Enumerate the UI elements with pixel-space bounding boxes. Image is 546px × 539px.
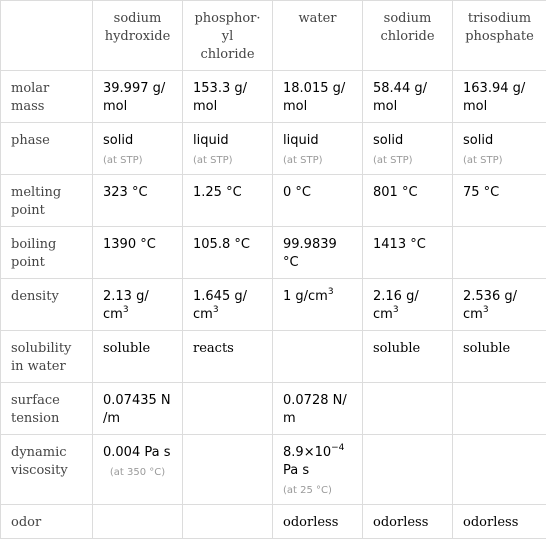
row-label-molar-mass: molar mass (1, 71, 93, 123)
boiling-point-water: 99.9839 °C (273, 227, 363, 279)
condition-note: (at 350 °C) (103, 466, 172, 480)
molar-mass-sodium-hydroxide: 39.997 g/ mol (93, 71, 183, 123)
col-header-trisodium-phosphate: trisodium phosphate (453, 1, 546, 71)
row-solubility (1, 331, 546, 383)
density-trisodium-phosphate: 2.536 g/ $cm^3$ (453, 279, 546, 331)
row-molar-mass (1, 71, 546, 123)
odor-sodium-chloride: odorless (363, 505, 453, 539)
condition-note: (at STP) (103, 154, 172, 168)
surface-tension-sodium-hydroxide: 0.07435 N /m (93, 383, 183, 435)
odor-trisodium-phosphate: odorless (453, 505, 546, 539)
boiling-point-phosphoryl-chloride: 105.8 °C (183, 227, 273, 279)
solubility-sodium-hydroxide: soluble (93, 331, 183, 383)
molar-mass-water: 18.015 g/ mol (273, 71, 363, 123)
row-odor (1, 505, 546, 539)
condition-note: (at STP) (463, 154, 536, 168)
col-header-sodium-chloride: sodium chloride (363, 1, 453, 71)
row-label-melting-point: melting point (1, 175, 93, 227)
molar-mass-phosphoryl-chloride: 153.3 g/ mol (183, 71, 273, 123)
melting-point-sodium-chloride: 801 °C (363, 175, 453, 227)
row-label-phase: phase (1, 123, 93, 175)
condition-note: (at 25 °C) (283, 484, 352, 498)
melting-point-trisodium-phosphate: 75 °C (453, 175, 546, 227)
density-sodium-hydroxide: 2.13 g/ $cm^3$ (93, 279, 183, 331)
solubility-phosphoryl-chloride: reacts (183, 331, 273, 383)
phase-water: liquid (at STP) (273, 123, 363, 175)
condition-note: (at STP) (193, 154, 262, 168)
col-header-sodium-hydroxide: sodium hydroxide (93, 1, 183, 71)
row-melting-point (1, 175, 546, 227)
row-label-surface-tension: surface tension (1, 383, 93, 435)
dynamic-viscosity-trisodium-phosphate (453, 435, 546, 505)
dynamic-viscosity-water: $8.9\times 10^{-4}$ Pa s (at 25 °C) (273, 435, 363, 505)
col-header-water: water (273, 1, 363, 71)
row-density (1, 279, 546, 331)
row-label-dynamic-viscosity: dynamic viscosity (1, 435, 93, 505)
dynamic-viscosity-phosphoryl-chloride (183, 435, 273, 505)
molar-mass-sodium-chloride: 58.44 g/ mol (363, 71, 453, 123)
phase-sodium-hydroxide: solid (at STP) (93, 123, 183, 175)
boiling-point-sodium-hydroxide: 1390 °C (93, 227, 183, 279)
row-boiling-point (1, 227, 546, 279)
odor-water: odorless (273, 505, 363, 539)
corner-cell (1, 1, 93, 71)
row-label-density: density (1, 279, 93, 331)
row-label-odor: odor (1, 505, 93, 539)
header-row (1, 1, 546, 71)
row-label-solubility: solubility in water (1, 331, 93, 383)
surface-tension-water: 0.0728 N/ m (273, 383, 363, 435)
dynamic-viscosity-sodium-chloride (363, 435, 453, 505)
solubility-water (273, 331, 363, 383)
surface-tension-phosphoryl-chloride (183, 383, 273, 435)
row-dynamic-viscosity (1, 435, 546, 505)
density-phosphoryl-chloride: 1.645 g/ $cm^3$ (183, 279, 273, 331)
row-surface-tension (1, 383, 546, 435)
row-phase (1, 123, 546, 175)
melting-point-water: 0 °C (273, 175, 363, 227)
solubility-trisodium-phosphate: soluble (453, 331, 546, 383)
molar-mass-trisodium-phosphate: 163.94 g/ mol (453, 71, 546, 123)
col-header-phosphoryl-chloride: phosphor· yl chloride (183, 1, 273, 71)
boiling-point-trisodium-phosphate (453, 227, 546, 279)
density-water: 1 $g/cm^3$ (273, 279, 363, 331)
phase-phosphoryl-chloride: liquid (at STP) (183, 123, 273, 175)
odor-phosphoryl-chloride (183, 505, 273, 539)
phase-sodium-chloride: solid (at STP) (363, 123, 453, 175)
density-sodium-chloride: 2.16 g/ $cm^3$ (363, 279, 453, 331)
phase-trisodium-phosphate: solid (at STP) (453, 123, 546, 175)
condition-note: (at STP) (373, 154, 442, 168)
boiling-point-sodium-chloride: 1413 °C (363, 227, 453, 279)
surface-tension-sodium-chloride (363, 383, 453, 435)
condition-note: (at STP) (283, 154, 352, 168)
melting-point-sodium-hydroxide: 323 °C (93, 175, 183, 227)
odor-sodium-hydroxide (93, 505, 183, 539)
solubility-sodium-chloride: soluble (363, 331, 453, 383)
surface-tension-trisodium-phosphate (453, 383, 546, 435)
dynamic-viscosity-sodium-hydroxide: 0.004 Pa s (at 350 °C) (93, 435, 183, 505)
melting-point-phosphoryl-chloride: 1.25 °C (183, 175, 273, 227)
row-label-boiling-point: boiling point (1, 227, 93, 279)
